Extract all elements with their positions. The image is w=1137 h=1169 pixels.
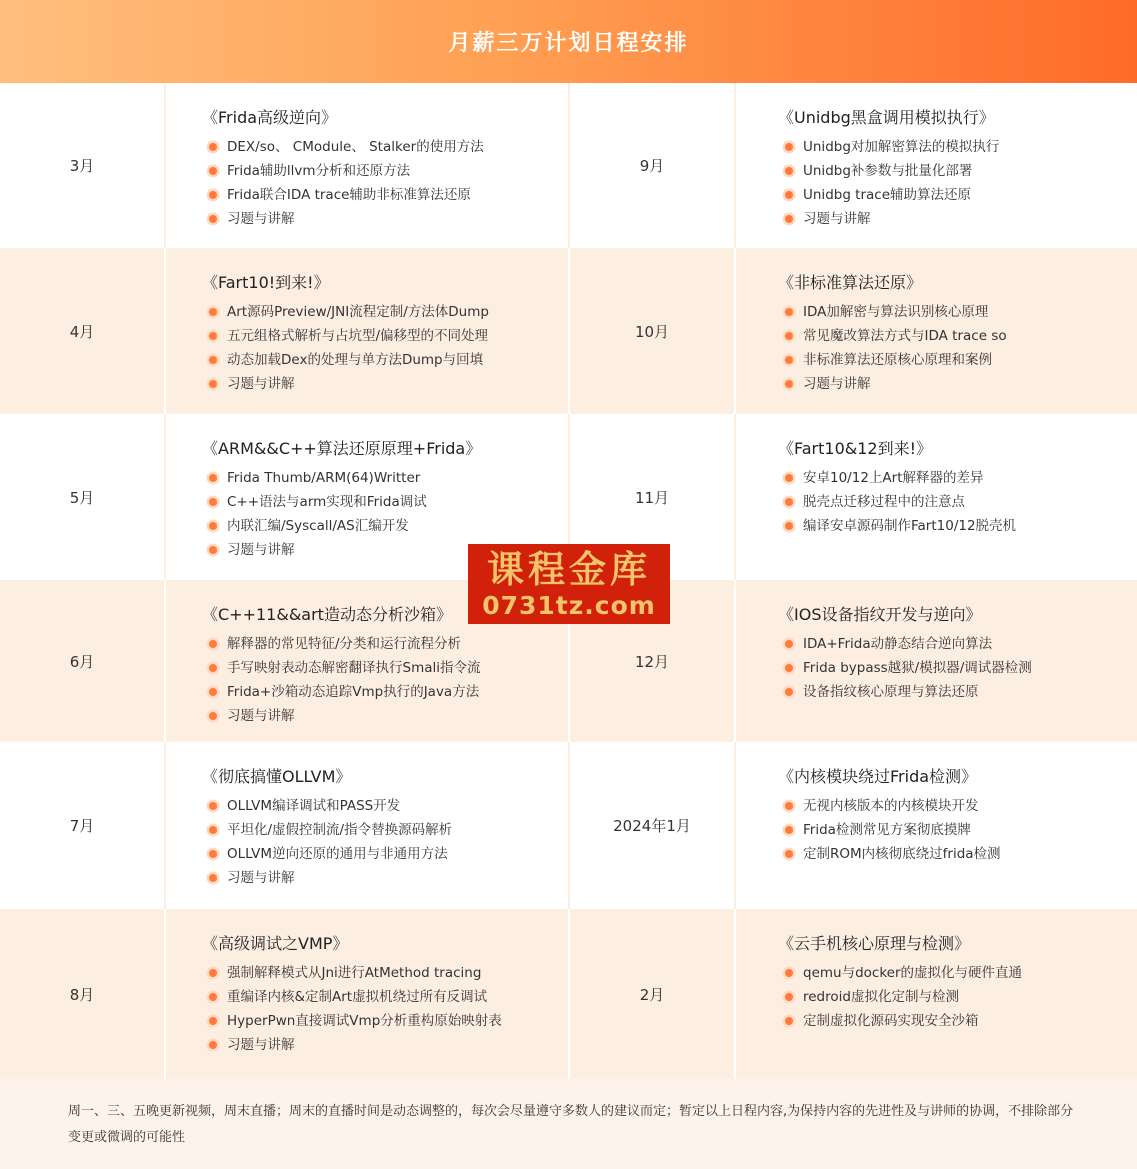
- course-item: [202, 866, 558, 890]
- bullet-dot-icon: [209, 308, 217, 316]
- course-item: [778, 159, 1127, 183]
- course-block: [778, 270, 1127, 396]
- month-label: [570, 83, 734, 248]
- course-item-text: OLLVM逆向还原的通用与非通用方法: [227, 846, 448, 862]
- course-item-list: [778, 961, 1127, 1033]
- bullet-dot-icon: [209, 167, 217, 175]
- course-item: [778, 348, 1127, 372]
- course-block: [778, 931, 1127, 1033]
- course-item: [778, 324, 1127, 348]
- course-item: [778, 300, 1127, 324]
- course-item: [202, 183, 558, 207]
- bullet-dot-icon: [209, 356, 217, 364]
- course-cell: [166, 909, 568, 1079]
- course-cell: [166, 248, 568, 414]
- bullet-dot-icon: [785, 191, 793, 199]
- course-item-text: Frida bypass越狱/模拟器/调试器检测: [803, 660, 1032, 676]
- course-cell: [166, 83, 568, 248]
- bullet-dot-icon: [785, 522, 793, 530]
- bullet-dot-icon: [209, 1017, 217, 1025]
- month-label: [0, 414, 164, 580]
- course-item: [202, 818, 558, 842]
- course-item-text: 手写映射表动态解密翻译执行Smali指令流: [227, 660, 481, 676]
- course-block: [202, 764, 558, 890]
- course-item-text: 习题与讲解: [227, 211, 295, 227]
- bullet-dot-icon: [209, 1041, 217, 1049]
- course-cell: [736, 742, 1137, 909]
- bullet-dot-icon: [209, 546, 217, 554]
- bullet-dot-icon: [785, 640, 793, 648]
- course-item: [202, 159, 558, 183]
- course-item-text: Frida+沙箱动态追踪Vmp执行的Java方法: [227, 684, 480, 700]
- bullet-dot-icon: [209, 474, 217, 482]
- bullet-dot-icon: [785, 215, 793, 223]
- course-item-text: IDA+Frida动静态结合逆向算法: [803, 636, 993, 652]
- course-item-list: [778, 135, 1127, 231]
- course-item: [778, 961, 1127, 985]
- course-item: [202, 704, 558, 728]
- course-title: 《彻底搞懂OLLVM》: [202, 767, 352, 786]
- course-item-text: Unidbg对加解密算法的模拟执行: [803, 139, 1000, 155]
- course-item-text: 习题与讲解: [803, 211, 871, 227]
- bullet-dot-icon: [785, 969, 793, 977]
- month-label: [0, 83, 164, 248]
- course-title: 《Fart10!到来!》: [202, 273, 330, 292]
- month-text: 10月: [634, 322, 670, 341]
- course-item-text: 内联汇编/Syscall/AS汇编开发: [227, 518, 409, 534]
- bullet-dot-icon: [785, 308, 793, 316]
- course-cell: [736, 580, 1137, 742]
- bullet-dot-icon: [209, 802, 217, 810]
- bullet-dot-icon: [209, 522, 217, 530]
- course-item-text: C++语法与arm实现和Frida调试: [227, 494, 427, 510]
- course-block: [778, 436, 1127, 538]
- course-block: [778, 602, 1127, 704]
- page-title: 月薪三万计划日程安排: [448, 31, 689, 56]
- bullet-dot-icon: [785, 474, 793, 482]
- course-item: [778, 183, 1127, 207]
- course-item-text: Unidbg补参数与批量化部署: [803, 163, 973, 179]
- bullet-dot-icon: [209, 993, 217, 1001]
- course-item: [202, 794, 558, 818]
- bullet-dot-icon: [785, 850, 793, 858]
- course-title: 《云手机核心原理与检测》: [778, 934, 971, 953]
- bullet-dot-icon: [209, 332, 217, 340]
- bullet-dot-icon: [785, 664, 793, 672]
- bullet-dot-icon: [785, 993, 793, 1001]
- course-item: [202, 324, 558, 348]
- table-row: [0, 909, 1137, 1079]
- course-item-text: OLLVM编译调试和PASS开发: [227, 798, 401, 814]
- course-block: [778, 105, 1127, 231]
- table-row: [0, 742, 1137, 909]
- course-item: [202, 207, 558, 231]
- course-item-list: [202, 135, 558, 231]
- course-item: [202, 961, 558, 985]
- course-item: [202, 490, 558, 514]
- course-title: 《高级调试之VMP》: [202, 934, 349, 953]
- course-item-text: 安卓10/12上Art解释器的差异: [803, 470, 984, 486]
- course-item: [778, 656, 1127, 680]
- month-text: 11月: [634, 488, 670, 507]
- bullet-dot-icon: [785, 498, 793, 506]
- month-label: [0, 742, 164, 909]
- course-item: [778, 680, 1127, 704]
- course-item-text: Unidbg trace辅助算法还原: [803, 187, 972, 203]
- month-label: [570, 909, 734, 1079]
- month-text: 8月: [69, 985, 95, 1004]
- course-item: [778, 1009, 1127, 1033]
- course-block: [202, 270, 558, 396]
- course-item: [778, 514, 1127, 538]
- bullet-dot-icon: [785, 802, 793, 810]
- course-item: [778, 794, 1127, 818]
- course-item: [202, 372, 558, 396]
- footer: [0, 1079, 1137, 1169]
- page-header: [0, 0, 1137, 83]
- course-item-text: Art源码Preview/JNI流程定制/方法体Dump: [227, 304, 489, 320]
- course-item-list: [778, 794, 1127, 866]
- course-item-text: Frida辅助llvm分析和还原方法: [227, 163, 411, 179]
- course-item: [778, 466, 1127, 490]
- course-cell: [166, 742, 568, 909]
- course-item: [202, 1009, 558, 1033]
- month-label: [570, 248, 734, 414]
- course-item-text: 习题与讲解: [227, 1037, 295, 1053]
- watermark-logo: [468, 544, 670, 624]
- course-item-text: 习题与讲解: [227, 376, 295, 392]
- course-item: [202, 1033, 558, 1057]
- course-title: 《Fart10&12到来!》: [778, 439, 933, 458]
- course-item: [778, 818, 1127, 842]
- course-item-list: [202, 300, 558, 396]
- course-item-text: 习题与讲解: [227, 708, 295, 724]
- course-item-text: 解释器的常见特征/分类和运行流程分析: [227, 636, 462, 652]
- course-item-text: qemu与docker的虚拟化与硬件直通: [803, 965, 1023, 981]
- course-item: [202, 985, 558, 1009]
- bullet-dot-icon: [209, 969, 217, 977]
- course-item: [202, 135, 558, 159]
- course-item: [202, 842, 558, 866]
- course-item: [778, 842, 1127, 866]
- course-item-text: Frida检测常见方案彻底摸牌: [803, 822, 971, 838]
- course-item-text: 习题与讲解: [803, 376, 871, 392]
- course-item-text: 编译安卓源码制作Fart10/12脱壳机: [803, 518, 1017, 534]
- bullet-dot-icon: [209, 215, 217, 223]
- bullet-dot-icon: [785, 826, 793, 834]
- course-item-list: [778, 466, 1127, 538]
- bullet-dot-icon: [209, 143, 217, 151]
- bullet-dot-icon: [785, 1017, 793, 1025]
- course-item-text: Frida联合IDA trace辅助非标准算法还原: [227, 187, 471, 203]
- month-text: 9月: [639, 157, 665, 175]
- bullet-dot-icon: [785, 167, 793, 175]
- bullet-dot-icon: [209, 688, 217, 696]
- month-text: 12月: [634, 652, 670, 671]
- course-title: 《内核模块绕过Frida检测》: [778, 767, 978, 786]
- course-item-text: 设备指纹核心原理与算法还原: [803, 684, 979, 700]
- course-item-list: [202, 794, 558, 890]
- bullet-dot-icon: [785, 356, 793, 364]
- course-item-list: [202, 961, 558, 1057]
- course-cell: [736, 248, 1137, 414]
- course-block: [202, 931, 558, 1057]
- course-item-text: 动态加载Dex的处理与单方法Dump与回填: [227, 352, 484, 368]
- course-item: [202, 632, 558, 656]
- month-label: [0, 580, 164, 742]
- course-item: [202, 656, 558, 680]
- bullet-dot-icon: [785, 380, 793, 388]
- course-title: 《C++11&&art造动态分析沙箱》: [202, 605, 452, 624]
- course-item: [778, 207, 1127, 231]
- course-item-text: 脱壳点迁移过程中的注意点: [803, 494, 965, 510]
- course-item-text: IDA加解密与算法识别核心原理: [803, 304, 989, 320]
- month-label: [0, 909, 164, 1079]
- table-row: [0, 83, 1137, 248]
- course-item-text: 五元组格式解析与占坑型/偏移型的不同处理: [227, 328, 489, 344]
- bullet-dot-icon: [209, 640, 217, 648]
- bullet-dot-icon: [785, 332, 793, 340]
- course-cell: [736, 909, 1137, 1079]
- course-cell: [736, 83, 1137, 248]
- course-item-text: DEX/so、 CModule、 Stalker的使用方法: [227, 139, 484, 155]
- bullet-dot-icon: [209, 826, 217, 834]
- course-title: 《非标准算法还原》: [778, 273, 923, 292]
- month-label: [570, 742, 734, 909]
- bullet-dot-icon: [209, 380, 217, 388]
- month-text: 2024年1月: [613, 817, 691, 835]
- course-item-list: [202, 632, 558, 728]
- course-item: [778, 372, 1127, 396]
- course-item-text: 定制ROM内核彻底绕过frida检测: [803, 846, 1001, 862]
- course-item-text: Frida Thumb/ARM(64)Writter: [227, 470, 421, 486]
- course-title: 《ARM&&C++算法还原原理+Frida》: [202, 439, 482, 458]
- bullet-dot-icon: [209, 664, 217, 672]
- course-title: 《Unidbg黑盒调用模拟执行》: [778, 108, 995, 127]
- bullet-dot-icon: [209, 712, 217, 720]
- month-text: 3月: [69, 157, 95, 175]
- bullet-dot-icon: [209, 874, 217, 882]
- course-item: [778, 490, 1127, 514]
- month-text: 5月: [69, 488, 95, 507]
- course-item: [778, 985, 1127, 1009]
- course-item-text: 无视内核版本的内核模块开发: [803, 798, 979, 814]
- course-item-text: 习题与讲解: [227, 870, 295, 886]
- course-item-text: 常见魔改算法方式与IDA trace so: [803, 328, 1007, 344]
- course-item-list: [778, 300, 1127, 396]
- month-text: 7月: [69, 817, 95, 835]
- table-row: [0, 248, 1137, 414]
- course-item-text: 平坦化/虚假控制流/指令替换源码解析: [227, 822, 453, 838]
- bullet-dot-icon: [209, 850, 217, 858]
- course-item: [202, 300, 558, 324]
- month-text: 6月: [69, 652, 95, 671]
- bullet-dot-icon: [209, 498, 217, 506]
- watermark-url: 0731tz.com: [482, 591, 656, 620]
- course-item-text: 定制虚拟化源码实现安全沙箱: [803, 1013, 979, 1029]
- course-item-text: 习题与讲解: [227, 542, 295, 558]
- course-item: [778, 135, 1127, 159]
- month-text: 2月: [639, 985, 665, 1004]
- month-text: 4月: [69, 322, 95, 341]
- course-item: [202, 680, 558, 704]
- course-item-text: 重编译内核&定制Art虚拟机绕过所有反调试: [227, 989, 488, 1005]
- course-item-text: HyperPwn直接调试Vmp分析重构原始映射表: [227, 1013, 502, 1029]
- course-item-text: 强制解释模式从Jni进行AtMethod tracing: [227, 965, 482, 981]
- course-title: 《Frida高级逆向》: [202, 108, 338, 127]
- course-cell: [736, 414, 1137, 580]
- course-item: [202, 514, 558, 538]
- month-label: [0, 248, 164, 414]
- course-item-text: redroid虚拟化定制与检测: [803, 989, 959, 1005]
- footer-note: 周一、三、五晚更新视频，周末直播；周末的直播时间是动态调整的，每次会尽量遵守多数人的建议而定；暂定以上日程内容,为保持内容的先进性及与讲师的协调，不排除部分变更或微调的可能性: [68, 1104, 1074, 1145]
- bullet-dot-icon: [785, 143, 793, 151]
- course-item: [202, 348, 558, 372]
- course-item: [202, 466, 558, 490]
- course-block: [202, 105, 558, 231]
- course-item-list: [778, 632, 1127, 704]
- watermark-title: 课程金库: [487, 548, 651, 591]
- bullet-dot-icon: [209, 191, 217, 199]
- course-title: 《IOS设备指纹开发与逆向》: [778, 605, 982, 624]
- course-item: [778, 632, 1127, 656]
- course-block: [778, 764, 1127, 866]
- course-item-text: 非标准算法还原核心原理和案例: [803, 352, 992, 368]
- bullet-dot-icon: [785, 688, 793, 696]
